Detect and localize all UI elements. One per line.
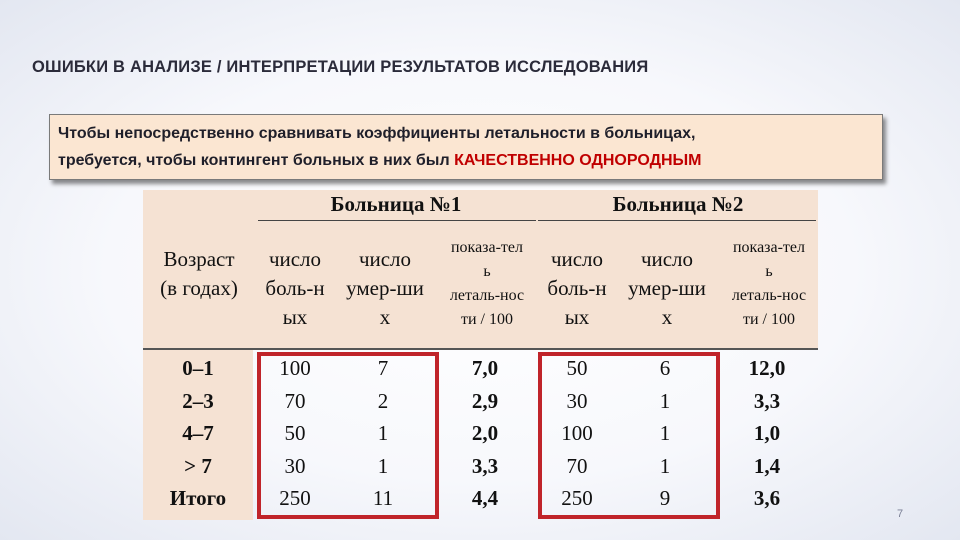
h1-dead-header-l1: число	[358, 247, 412, 271]
h2-rate-header	[717, 236, 821, 332]
h1-patients-header	[255, 245, 335, 332]
h1-rate-cell: 2,9	[471, 388, 499, 413]
h2-rate-cell: 1,4	[753, 453, 781, 478]
h1-rate-header-l2: ь	[483, 263, 491, 280]
note-line-1: Чтобы непосредственно сравнивать коэффициенты летальности в больницах,	[58, 125, 696, 142]
h1-dead-header	[335, 245, 435, 332]
h2-dead-cell: 6	[659, 356, 671, 380]
h2-rate-header-l3: леталь-нос	[731, 287, 807, 304]
h2-patients-cell: 30	[566, 388, 588, 413]
age-cell: 4–7	[182, 421, 214, 445]
h1-dead-cell: 7	[377, 356, 389, 380]
age-cell: 0–1	[182, 356, 214, 380]
h2-patients-header	[537, 245, 617, 332]
h1-rate-cell: 7,0	[471, 356, 499, 380]
hospital-1-underline	[258, 220, 536, 221]
hospital-1-header: Больница №1	[330, 192, 462, 216]
h2-dead-cell: 1	[659, 453, 671, 478]
h1-dead-cell: 11	[372, 486, 394, 510]
h2-patients-header-l3: ых	[564, 305, 590, 329]
h1-rate-header-l4: ти / 100	[461, 311, 513, 328]
h2-patients-header-l2: боль-н	[547, 276, 607, 300]
h2-rate-cell: 12,0	[748, 356, 786, 380]
h2-dead-cell: 1	[659, 388, 671, 413]
h1-rate-cell: 2,0	[471, 421, 499, 445]
h2-rate-header-l4: ти / 100	[743, 311, 795, 328]
h1-patients-cell: 30	[284, 453, 306, 478]
hospital-2-header: Больница №2	[612, 192, 744, 216]
h2-patients-cell: 250	[561, 486, 593, 510]
h1-rate-header	[435, 236, 539, 332]
h2-highlight-box	[538, 352, 720, 519]
note-line-2	[58, 147, 882, 174]
h2-dead-header-l1: число	[640, 247, 694, 271]
h2-dead-cell: 1	[659, 421, 671, 445]
h2-rate-cell: 3,6	[753, 486, 781, 510]
h1-dead-cell: 2	[377, 388, 389, 413]
h1-patients-header-l2: боль-н	[265, 276, 325, 300]
h2-patients-cell: 50	[566, 356, 588, 380]
slide-title: ОШИБКИ В АНАЛИЗЕ / ИНТЕРПРЕТАЦИИ РЕЗУЛЬТАТОВ ИССЛЕДОВАНИЯ	[32, 58, 649, 76]
age-cell: > 7	[184, 453, 212, 478]
h1-patients-header-l1: число	[268, 247, 322, 271]
h2-patients-header-l1: число	[550, 247, 604, 271]
h2-rate-header-l1: показа-тел	[732, 239, 806, 256]
h1-dead-header-l2: умер-ши	[346, 276, 424, 300]
h2-dead-header	[617, 245, 717, 332]
h1-rate-header-l1: показа-тел	[450, 239, 524, 256]
h2-dead-cell: 9	[659, 486, 671, 510]
hospital-2-underline	[538, 220, 816, 221]
age-header-line-1: Возраст	[163, 247, 235, 271]
h2-rate-header-l2: ь	[765, 263, 773, 280]
age-cell: 2–3	[182, 388, 214, 413]
h2-dead-header-l3: х	[661, 305, 673, 329]
h1-dead-header-l3: х	[379, 305, 391, 329]
h1-patients-cell: 50	[284, 421, 306, 445]
h1-rate-header-l3: леталь-нос	[449, 287, 525, 304]
h1-dead-cell: 1	[377, 421, 389, 445]
h1-patients-cell: 100	[279, 356, 311, 380]
note-line-2-text: требуется, чтобы контингент больных в них был	[58, 152, 455, 169]
h1-dead-cell: 1	[377, 453, 389, 478]
h1-rate-cell: 3,3	[471, 453, 499, 478]
h1-patients-header-l3: ых	[282, 305, 308, 329]
age-header	[143, 245, 255, 303]
note-accent-text: КАЧЕСТВЕННО ОДНОРОДНЫМ	[454, 152, 702, 169]
h2-rate-cell: 3,3	[753, 388, 781, 413]
h1-patients-cell: 250	[279, 486, 311, 510]
note-box	[49, 114, 883, 180]
age-cell: Итого	[169, 486, 227, 510]
h2-patients-cell: 70	[566, 453, 588, 478]
header-separator	[143, 348, 818, 350]
h2-dead-header-l2: умер-ши	[628, 276, 706, 300]
h2-patients-cell: 100	[561, 421, 593, 445]
page-number: 7	[897, 508, 904, 520]
h1-rate-cell: 4,4	[471, 486, 499, 510]
h2-rate-cell: 1,0	[753, 421, 781, 445]
h1-highlight-box	[257, 352, 439, 519]
age-header-line-2: (в годах)	[160, 276, 238, 300]
h1-patients-cell: 70	[284, 388, 306, 413]
